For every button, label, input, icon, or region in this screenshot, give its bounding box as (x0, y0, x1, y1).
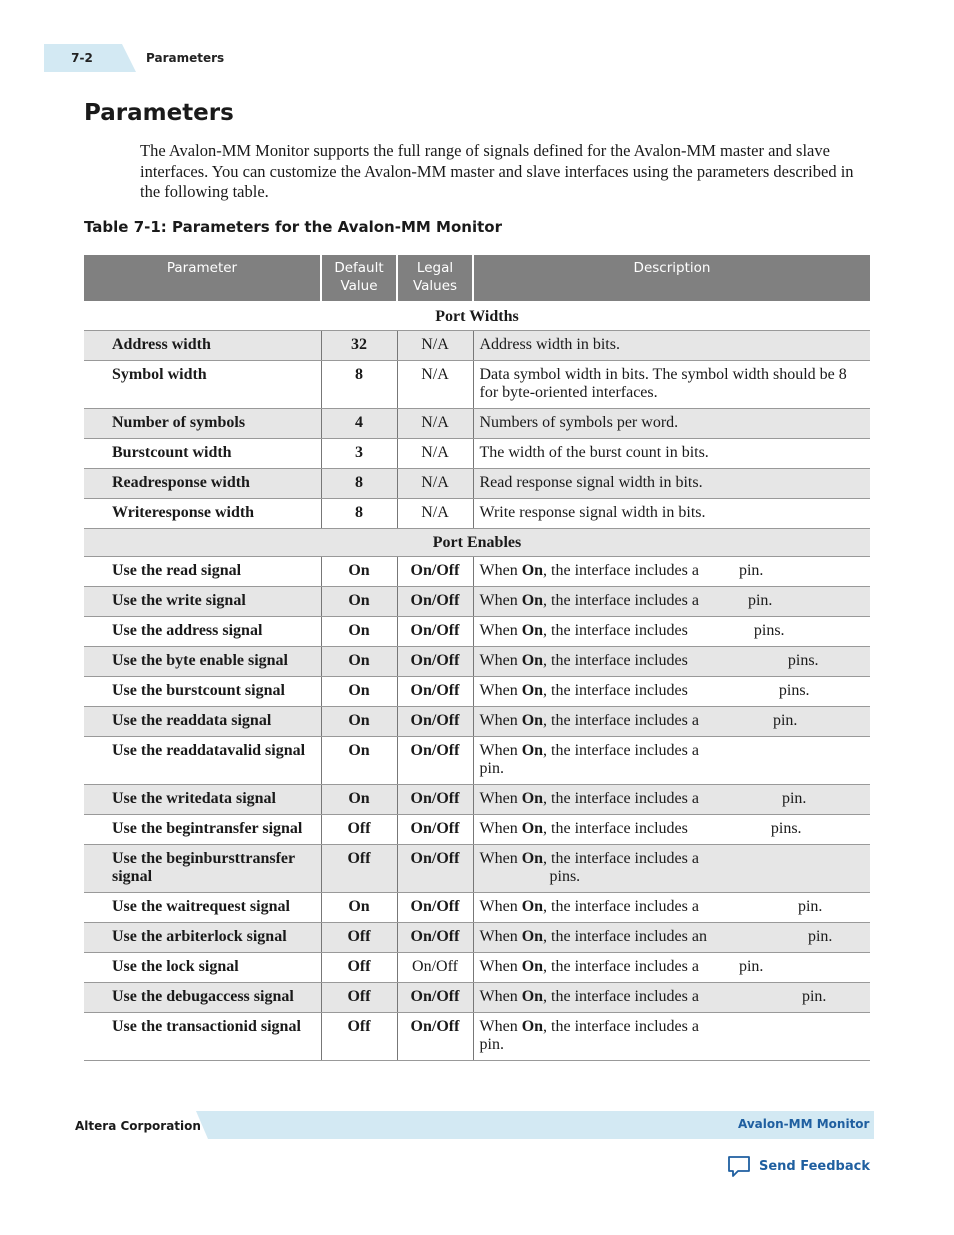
cell-description (473, 845, 870, 893)
cell-legal-values: On/Off (397, 785, 473, 815)
cell-parameter: Use the begintransfer signal (84, 815, 321, 845)
desc-text: , the interface includes (543, 622, 688, 639)
table-caption: Table 7-1: Parameters for the Avalon-MM Monitor (84, 218, 502, 236)
cell-description (473, 737, 870, 785)
cell-default-value: 8 (321, 499, 397, 529)
cell-parameter: Use the byte enable signal (84, 647, 321, 677)
table-header-row (84, 255, 870, 302)
table-row (84, 785, 870, 815)
cell-description (473, 677, 870, 707)
cell-default-value: Off (321, 845, 397, 893)
cell-legal-values: On/Off (397, 953, 473, 983)
desc-tail: pin. (807, 928, 833, 945)
desc-tail: pin. (479, 1036, 504, 1053)
group-label: Port Widths (84, 302, 870, 331)
desc-text: , the interface includes (543, 682, 688, 699)
desc-on-keyword: On (521, 742, 544, 759)
cell-parameter: Use the debugaccess signal (84, 983, 321, 1013)
desc-text: , the interface includes a (543, 790, 699, 807)
desc-on-keyword: On (521, 622, 544, 639)
cell-legal-values: On/Off (397, 647, 473, 677)
desc-text: , the interface includes (543, 652, 688, 669)
cell-default-value: On (321, 617, 397, 647)
cell-default-value: 3 (321, 439, 397, 469)
cell-parameter: Use the write signal (84, 587, 321, 617)
desc-text: When (479, 988, 522, 1005)
desc-tail: pins. (778, 682, 810, 699)
cell-parameter: Address width (84, 331, 321, 361)
footer-company: Altera Corporation (75, 1119, 201, 1133)
cell-legal-values: On/Off (397, 737, 473, 785)
cell-description (473, 893, 870, 923)
desc-text: When (479, 742, 522, 759)
desc-tail: pin. (747, 592, 773, 609)
cell-parameter: Burstcount width (84, 439, 321, 469)
page-number: 7-2 (71, 51, 93, 65)
desc-text: When (479, 958, 522, 975)
desc-text: When (479, 712, 522, 729)
desc-text: , the interface includes a (543, 1018, 699, 1035)
desc-on-keyword: On (521, 712, 544, 729)
desc-tail: pin. (797, 898, 823, 915)
table-group-row (84, 529, 870, 557)
desc-text: , the interface includes (543, 820, 688, 837)
cell-parameter: Symbol width (84, 361, 321, 409)
desc-text: When (479, 898, 522, 915)
cell-legal-values: N/A (397, 361, 473, 409)
cell-default-value: On (321, 587, 397, 617)
header-description: Description (473, 255, 870, 302)
cell-description (473, 923, 870, 953)
table-row (84, 893, 870, 923)
desc-text: , the interface includes a (543, 742, 699, 759)
table-row (84, 331, 870, 361)
desc-text: , the interface includes a (543, 562, 699, 579)
desc-tail: pins. (787, 652, 819, 669)
cell-default-value: On (321, 893, 397, 923)
desc-text: When (479, 850, 522, 867)
desc-text: When (479, 820, 522, 837)
cell-default-value: On (321, 647, 397, 677)
cell-description: Write response signal width in bits. (473, 499, 870, 529)
cell-default-value: 8 (321, 469, 397, 499)
running-header-section: Parameters (146, 51, 225, 65)
cell-description (473, 785, 870, 815)
cell-default-value: 8 (321, 361, 397, 409)
cell-parameter: Use the lock signal (84, 953, 321, 983)
cell-parameter: Use the address signal (84, 617, 321, 647)
desc-tail: pin. (801, 988, 827, 1005)
cell-parameter: Use the waitrequest signal (84, 893, 321, 923)
desc-tail: pin. (781, 790, 807, 807)
desc-text: When (479, 928, 522, 945)
cell-description: Numbers of symbols per word. (473, 409, 870, 439)
cell-parameter: Use the writedata signal (84, 785, 321, 815)
table-row (84, 361, 870, 409)
cell-default-value: 4 (321, 409, 397, 439)
cell-legal-values: On/Off (397, 845, 473, 893)
cell-default-value: 32 (321, 331, 397, 361)
cell-parameter: Readresponse width (84, 469, 321, 499)
cell-parameter: Writeresponse width (84, 499, 321, 529)
cell-legal-values: On/Off (397, 617, 473, 647)
desc-on-keyword: On (521, 682, 544, 699)
desc-on-keyword: On (521, 850, 544, 867)
desc-on-keyword: On (521, 898, 544, 915)
desc-tail: pins. (753, 622, 785, 639)
desc-on-keyword: On (521, 928, 544, 945)
table-row (84, 557, 870, 587)
cell-description (473, 587, 870, 617)
desc-text: When (479, 652, 522, 669)
intro-paragraph: The Avalon-MM Monitor supports the full range of signals defined for the Avalon-MM master and slave interfaces. You can customize the Avalon-MM master and slave interfaces using the parameters described in the following table. (140, 141, 854, 201)
cell-legal-values: On/Off (397, 1013, 473, 1061)
cell-default-value: Off (321, 953, 397, 983)
cell-legal-values: On/Off (397, 923, 473, 953)
cell-parameter: Use the burstcount signal (84, 677, 321, 707)
table-row (84, 587, 870, 617)
table-row (84, 409, 870, 439)
desc-text: When (479, 790, 522, 807)
cell-parameter: Use the readdata signal (84, 707, 321, 737)
cell-description (473, 557, 870, 587)
cell-legal-values: N/A (397, 409, 473, 439)
desc-text: When (479, 562, 522, 579)
desc-text: , the interface includes a (543, 988, 699, 1005)
cell-description (473, 707, 870, 737)
cell-description: Read response signal width in bits. (473, 469, 870, 499)
desc-tail: pin. (479, 760, 504, 777)
desc-text: , the interface includes an (543, 928, 707, 945)
desc-on-keyword: On (521, 562, 544, 579)
cell-parameter: Use the read signal (84, 557, 321, 587)
cell-parameter: Use the beginbursttransfer signal (84, 845, 321, 893)
cell-description (473, 617, 870, 647)
cell-description (473, 815, 870, 845)
table-row (84, 469, 870, 499)
desc-tail: pin. (772, 712, 798, 729)
cell-default-value: Off (321, 815, 397, 845)
cell-default-value: Off (321, 923, 397, 953)
table-row (84, 617, 870, 647)
cell-parameter: Number of symbols (84, 409, 321, 439)
cell-legal-values: N/A (397, 499, 473, 529)
cell-legal-values: N/A (397, 331, 473, 361)
speech-bubble-icon (727, 1154, 751, 1178)
desc-text: , the interface includes a (543, 712, 699, 729)
cell-description: The width of the burst count in bits. (473, 439, 870, 469)
table-row (84, 499, 870, 529)
table-row (84, 845, 870, 893)
cell-description: Data symbol width in bits. The symbol width should be 8 for byte-oriented interfaces. (473, 361, 870, 409)
desc-text: , the interface includes a (543, 850, 699, 867)
header-legal-values: Legal Values (397, 255, 473, 302)
cell-parameter: Use the transactionid signal (84, 1013, 321, 1061)
cell-parameter: Use the readdatavalid signal (84, 737, 321, 785)
cell-description (473, 983, 870, 1013)
table-row (84, 983, 870, 1013)
desc-on-keyword: On (521, 988, 544, 1005)
table-row (84, 647, 870, 677)
cell-default-value: On (321, 557, 397, 587)
cell-default-value: On (321, 677, 397, 707)
cell-default-value: On (321, 785, 397, 815)
cell-description (473, 1013, 870, 1061)
cell-parameter: Use the arbiterlock signal (84, 923, 321, 953)
header-default-value: Default Value (321, 255, 397, 302)
desc-tail: pin. (738, 958, 764, 975)
cell-legal-values: On/Off (397, 707, 473, 737)
cell-legal-values: On/Off (397, 587, 473, 617)
desc-text: , the interface includes a (543, 898, 699, 915)
desc-tail: pins. (549, 868, 581, 885)
cell-default-value: Off (321, 983, 397, 1013)
table-row (84, 439, 870, 469)
desc-text: When (479, 682, 522, 699)
table-row (84, 923, 870, 953)
cell-legal-values: On/Off (397, 677, 473, 707)
cell-default-value: On (321, 737, 397, 785)
desc-tail: pins. (770, 820, 802, 837)
parameters-table (84, 255, 870, 1061)
cell-legal-values: On/Off (397, 893, 473, 923)
table-row (84, 707, 870, 737)
cell-description (473, 647, 870, 677)
cell-default-value: Off (321, 1013, 397, 1061)
desc-text: When (479, 1018, 522, 1035)
page-title: Parameters (84, 100, 234, 126)
cell-legal-values: N/A (397, 439, 473, 469)
header-parameter: Parameter (84, 255, 321, 302)
cell-legal-values: On/Off (397, 557, 473, 587)
footer-doc-title: Avalon-MM Monitor (738, 1117, 870, 1131)
cell-legal-values: On/Off (397, 983, 473, 1013)
desc-tail: pin. (738, 562, 764, 579)
table-row (84, 737, 870, 785)
desc-on-keyword: On (521, 820, 544, 837)
table-row (84, 1013, 870, 1061)
table-row (84, 815, 870, 845)
send-feedback-label: Send Feedback (759, 1158, 870, 1174)
desc-on-keyword: On (521, 592, 544, 609)
cell-description (473, 953, 870, 983)
desc-text: , the interface includes a (543, 592, 699, 609)
table-row (84, 677, 870, 707)
table-group-row (84, 302, 870, 331)
cell-legal-values: N/A (397, 469, 473, 499)
cell-legal-values: On/Off (397, 815, 473, 845)
table-row (84, 953, 870, 983)
cell-default-value: On (321, 707, 397, 737)
desc-on-keyword: On (521, 958, 544, 975)
desc-text: , the interface includes a (543, 958, 699, 975)
send-feedback-link[interactable] (727, 1154, 870, 1178)
desc-on-keyword: On (521, 1018, 544, 1035)
cell-description: Address width in bits. (473, 331, 870, 361)
desc-text: When (479, 592, 522, 609)
desc-on-keyword: On (521, 652, 544, 669)
group-label: Port Enables (84, 529, 870, 557)
desc-text: When (479, 622, 522, 639)
table-body (84, 302, 870, 1061)
desc-on-keyword: On (521, 790, 544, 807)
